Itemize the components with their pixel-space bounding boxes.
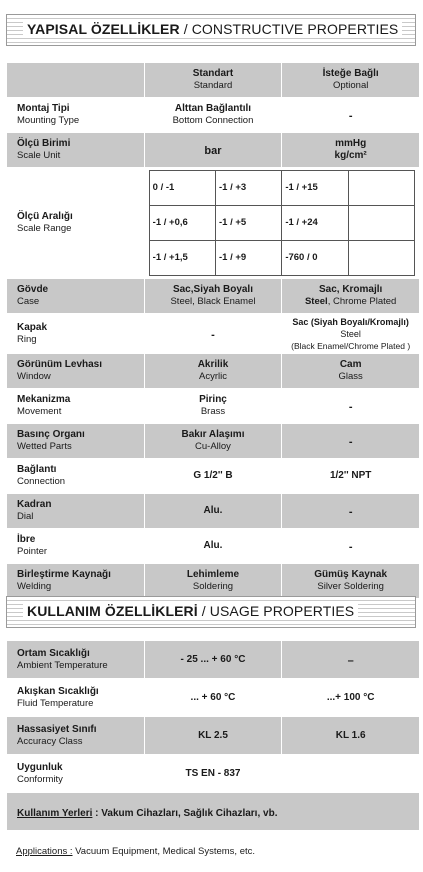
optional-value: - [282, 98, 420, 133]
usage-places: Kullanım Yerleri : Vakum Cihazları, Sağlık Cihazları, vb. [7, 793, 420, 831]
table-row [7, 717, 420, 755]
row-label: İbre Pointer [7, 529, 145, 564]
scale-range-grid-cell [144, 168, 419, 279]
row-label: Mekanizma Movement [7, 389, 145, 424]
optional-value: KL 1.6 [282, 717, 420, 755]
row-label: Ölçü Birimi Scale Unit [7, 133, 145, 168]
standard-value: - 25 ... + 60 °C [144, 641, 282, 679]
scale-range-value: 0 / -1 [149, 171, 215, 206]
optional-value: Cam Glass [282, 354, 420, 389]
section-title-tr: KULLANIM ÖZELLİKLERİ [27, 603, 198, 619]
scale-range-value: -1 / +1,5 [149, 241, 215, 276]
standard-value: Lehimleme Soldering [144, 564, 282, 599]
optional-value: - [282, 529, 420, 564]
scale-range-grid [149, 170, 415, 276]
table-row [7, 354, 420, 389]
applications-line: Applications : Vacuum Equipment, Medical Systems, etc. [16, 846, 256, 857]
table-row [7, 793, 420, 831]
standard-value: Bakır Alaşımı Cu-Alloy [144, 424, 282, 459]
usage-properties-table [6, 640, 420, 831]
scale-range-value: -1 / +5 [215, 206, 281, 241]
standard-value: Alttan Bağlantılı Bottom Connection [144, 98, 282, 133]
standard-value: Alu. [144, 494, 282, 529]
row-label: Kadran Dial [7, 494, 145, 529]
standard-value: - [144, 314, 282, 354]
optional-value: – [282, 641, 420, 679]
scale-range-value: -1 / +3 [215, 171, 281, 206]
optional-value: - [282, 424, 420, 459]
table-row [7, 641, 420, 679]
table-header-row [7, 63, 420, 98]
standard-value: ... + 60 °C [144, 679, 282, 717]
standard-value: bar [144, 133, 282, 168]
table-row [7, 494, 420, 529]
scale-range-row [149, 206, 414, 241]
header-standard: Standart Standard [144, 63, 282, 98]
row-label: Montaj Tipi Mounting Type [7, 98, 145, 133]
section-banner-constructive: YAPISAL ÖZELLİKLER / CONSTRUCTIVE PROPERTIES [6, 14, 416, 46]
row-label: Ölçü Aralığı Scale Range [7, 168, 145, 279]
table-row [7, 529, 420, 564]
table-row [7, 168, 420, 279]
row-label: Ortam Sıcaklığı Ambient Temperature [7, 641, 145, 679]
optional-value: ...+ 100 °C [282, 679, 420, 717]
table-row [7, 564, 420, 599]
scale-range-row [149, 171, 414, 206]
scale-range-row [149, 241, 414, 276]
row-label: Kapak Ring [7, 314, 145, 354]
standard-value: Sac,Siyah Boyalı Steel, Black Enamel [144, 279, 282, 314]
standard-value: KL 2.5 [144, 717, 282, 755]
optional-value: mmHg kg/cm² [282, 133, 420, 168]
header-optional: İsteğe Bağlı Optional [282, 63, 420, 98]
standard-value: Akrilik Acyrlic [144, 354, 282, 389]
scale-range-value: -760 / 0 [282, 241, 348, 276]
header-blank [7, 63, 145, 98]
scale-range-value [348, 241, 414, 276]
table-row [7, 679, 420, 717]
section-title-tr: YAPISAL ÖZELLİKLER [27, 21, 180, 37]
section-title-en: CONSTRUCTIVE PROPERTIES [191, 21, 399, 37]
standard-value: G 1/2'' B [144, 459, 282, 494]
section-title-en: USAGE PROPERTIES [209, 603, 355, 619]
scale-range-value [348, 171, 414, 206]
optional-value: Gümüş Kaynak Silver Soldering [282, 564, 420, 599]
row-label: Basınç Organı Wetted Parts [7, 424, 145, 459]
table-row [7, 389, 420, 424]
scale-range-value: -1 / +0,6 [149, 206, 215, 241]
standard-value: TS EN - 837 [144, 755, 282, 793]
row-label: Uygunluk Conformity [7, 755, 145, 793]
table-row [7, 133, 420, 168]
scale-range-value: -1 / +9 [215, 241, 281, 276]
section-banner-usage: KULLANIM ÖZELLİKLERİ / USAGE PROPERTIES [6, 596, 416, 628]
table-row [7, 314, 420, 354]
table-row [7, 279, 420, 314]
table-row [7, 424, 420, 459]
optional-value: - [282, 494, 420, 529]
row-label: Birleştirme Kaynağı Welding [7, 564, 145, 599]
row-label: Gövde Case [7, 279, 145, 314]
standard-value: Alu. [144, 529, 282, 564]
standard-value: Pirinç Brass [144, 389, 282, 424]
row-label: Bağlantı Connection [7, 459, 145, 494]
constructive-properties-table [6, 62, 420, 599]
optional-value: 1/2'' NPT [282, 459, 420, 494]
row-label: Hassasiyet Sınıfı Accuracy Class [7, 717, 145, 755]
scale-range-value [348, 206, 414, 241]
table-row [7, 459, 420, 494]
scale-range-value: -1 / +24 [282, 206, 348, 241]
optional-value: Sac, Kromajlı Steel, Chrome Plated [282, 279, 420, 314]
table-row [7, 755, 420, 793]
optional-value [282, 755, 420, 793]
optional-value: - [282, 389, 420, 424]
row-label: Görünüm Levhası Window [7, 354, 145, 389]
row-label: Akışkan Sıcaklığı Fluid Temperature [7, 679, 145, 717]
optional-value: Sac (Siyah Boyalı/Kromajlı) Steel (Black Enamel/Chrome Plated ) [282, 314, 420, 354]
table-row [7, 98, 420, 133]
scale-range-value: -1 / +15 [282, 171, 348, 206]
